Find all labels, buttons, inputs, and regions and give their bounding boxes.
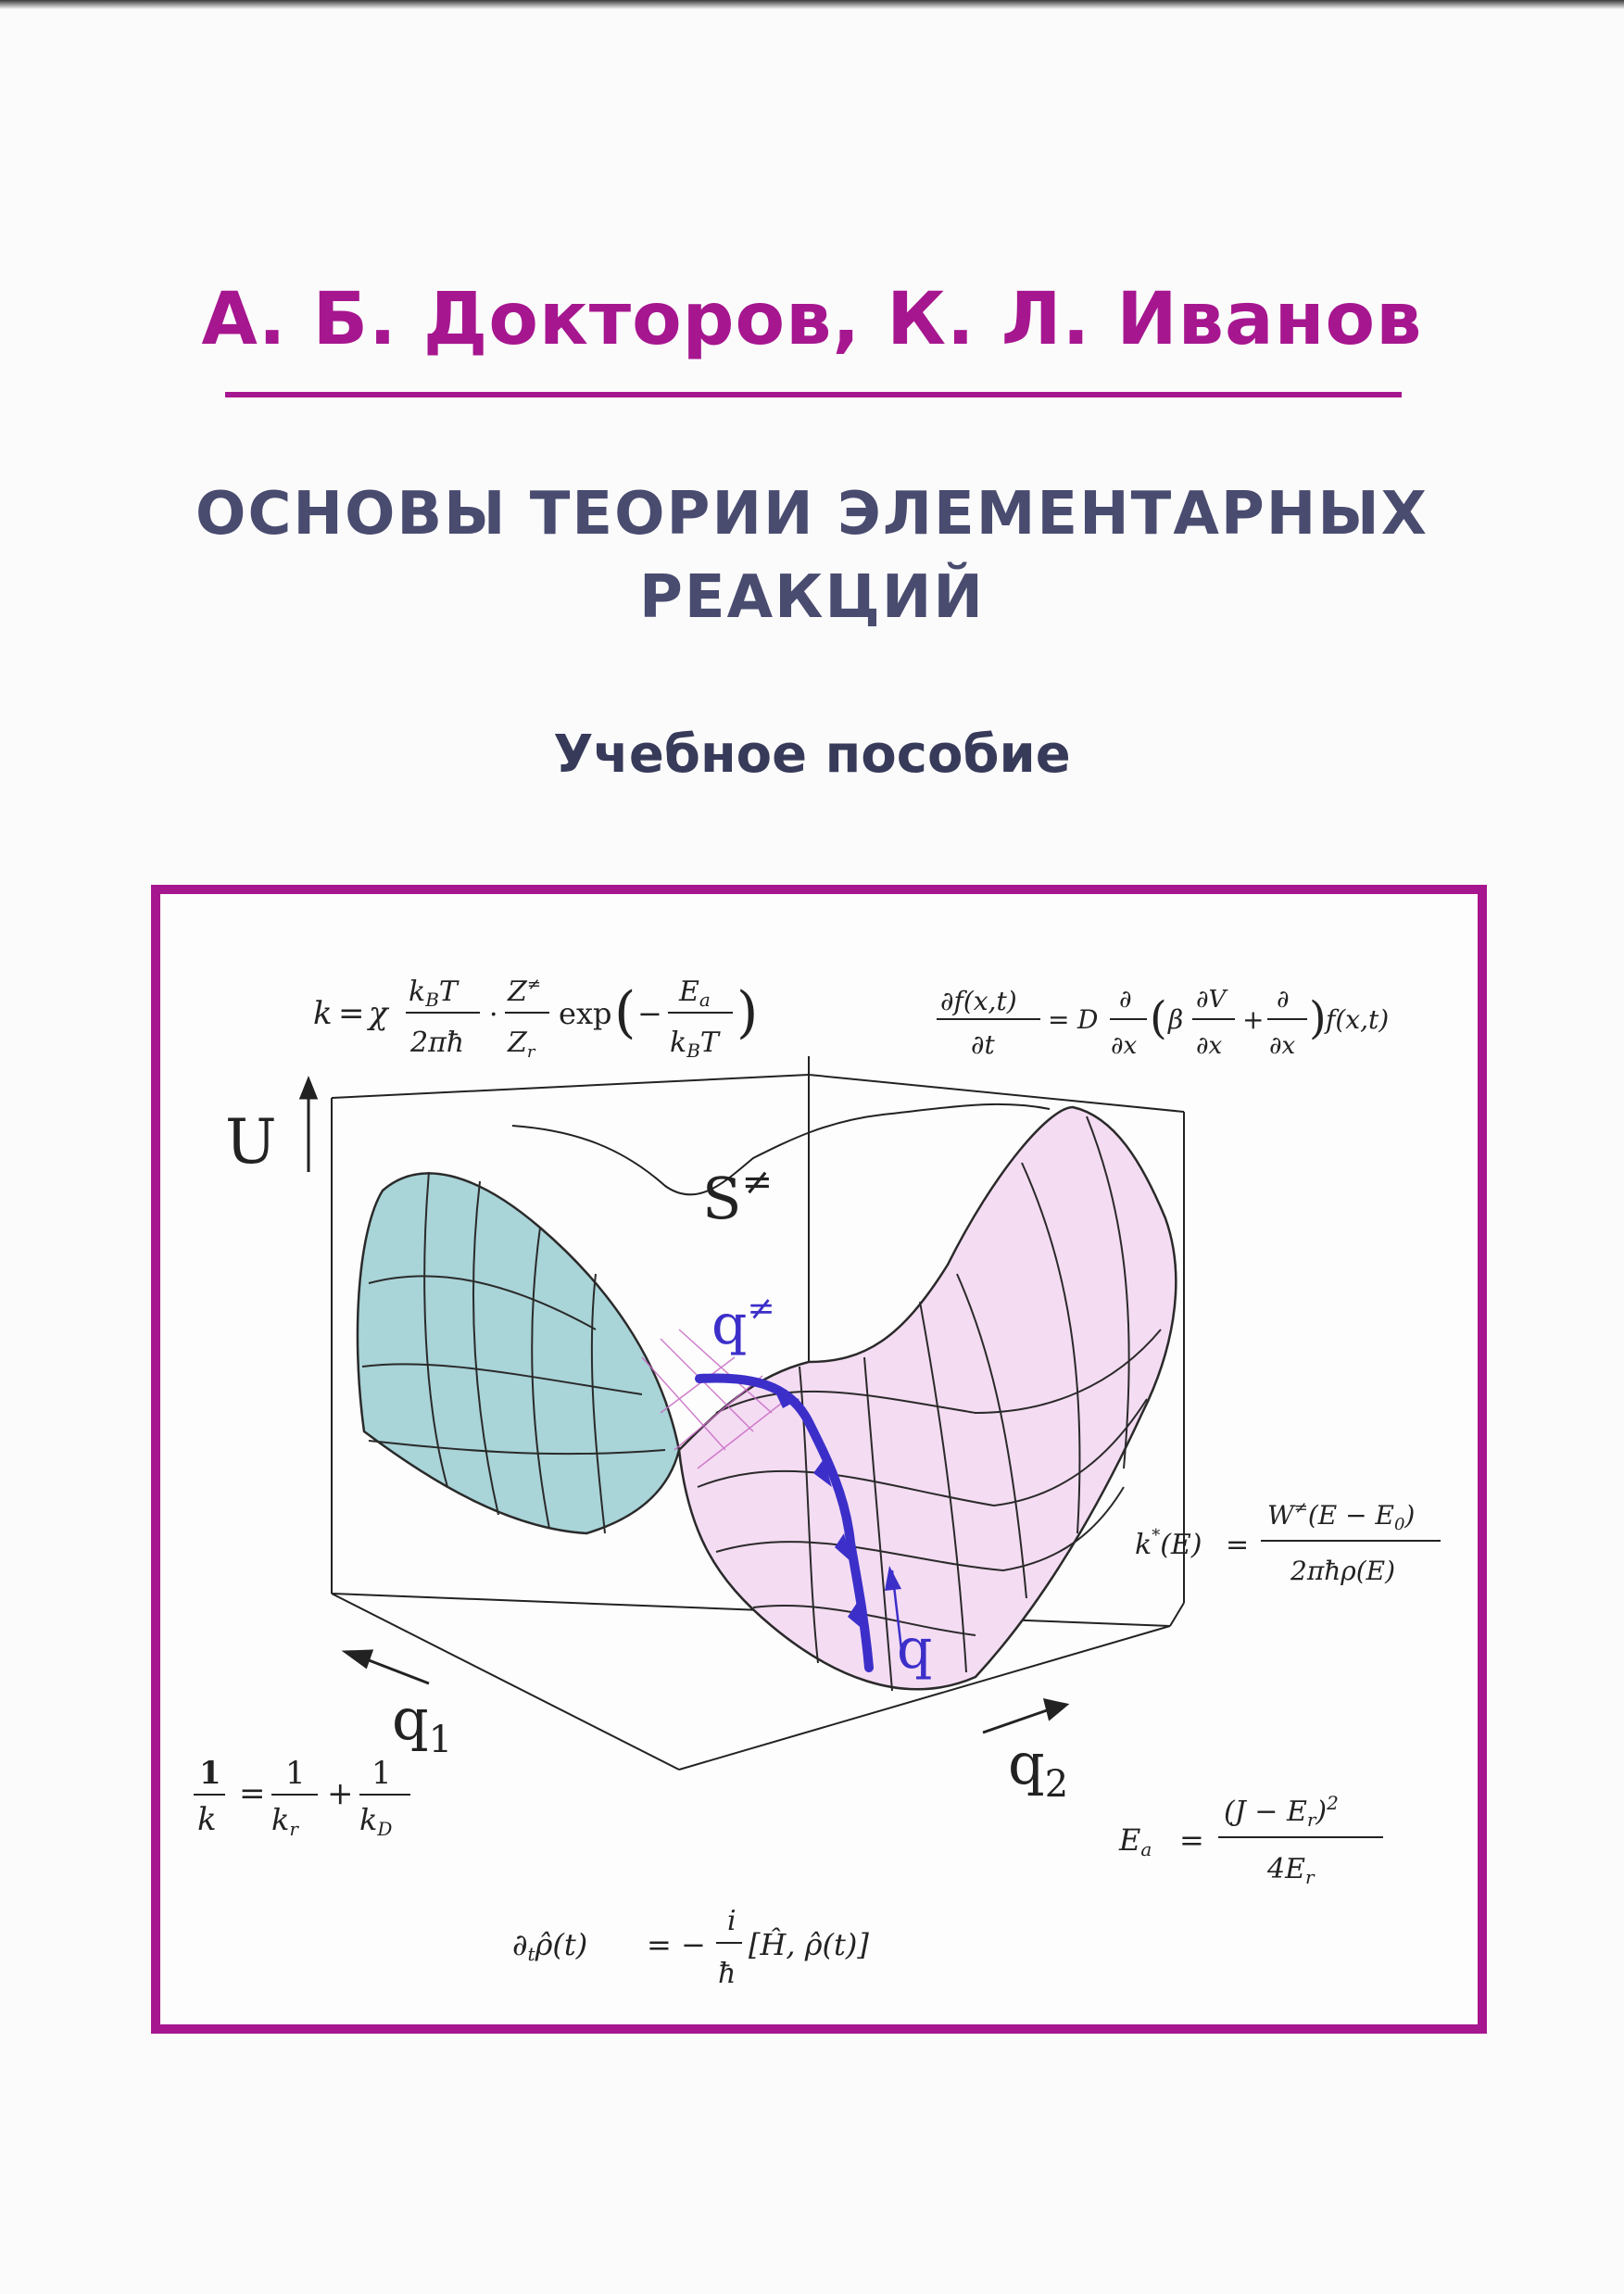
svg-text:+: + [1242,1004,1265,1035]
authors: А. Б. Докторов, К. Л. Иванов [201,278,1423,361]
label-dividing-surface: S≠ [702,1161,773,1232]
svg-text:−: − [637,996,662,1031]
svg-text:=: = [1179,1822,1204,1858]
svg-text:Ea: Ea [1119,1822,1152,1860]
svg-text:kD: kD [359,1802,393,1840]
formula-diffusion [937,986,1389,1060]
svg-text:∂: ∂ [1119,986,1132,1014]
svg-text:= −: = − [647,1927,706,1962]
svg-text:β: β [1168,1004,1184,1035]
formula-activation-energy [1118,1792,1383,1888]
svg-text:k: k [197,1801,217,1838]
svg-text:∂V: ∂V [1196,986,1227,1014]
svg-text:(: ( [614,980,636,1045]
label-transition-state: q≠ [711,1290,775,1357]
svg-text:2πħ: 2πħ [410,1027,465,1059]
svg-text:(J − Er)2: $(J - E_r)^2$ [1224,1792,1339,1831]
svg-text:k*(E): k*(E) [1135,1526,1202,1561]
axis-label-q1: $q_1$ [392,1685,453,1761]
svg-text:∂t: ∂t [971,1029,995,1060]
top-edge-shadow [0,0,1624,9]
svg-text:1: 1 [199,1755,221,1792]
svg-text:∂f(x,t): ∂f(x,t) [940,986,1017,1016]
svg-text:[Ĥ, ρ̂(t)]: [Ĥ, ρ̂(t)] [749,1927,869,1962]
svg-text:W≠(E − E0): $W^\ne(E - E_0)$ [1267,1498,1416,1534]
book-subtitle: Учебное пособие [553,725,1071,785]
svg-text:4Er: $4E_r$ [1267,1853,1315,1888]
svg-text:∂x: ∂x [1196,1032,1223,1060]
svg-text:=: = [239,1775,266,1812]
formula-rate-sum [194,1755,410,1840]
svg-text:i: i [727,1905,736,1937]
svg-text:1: 1 [285,1755,306,1792]
svg-text:1: 1 [371,1755,392,1792]
svg-text:k: k [313,995,333,1032]
svg-text:=: = [1048,1004,1070,1035]
svg-text:=: = [338,995,365,1032]
svg-text:exp: exp [559,996,612,1031]
axis-label-q2: $q_2$ [1008,1730,1069,1806]
formula-microcanonical-rate [1135,1498,1441,1586]
book-title-line-2: РЕАКЦИЙ [639,563,985,632]
svg-text:Zr: $Z_r$ [508,1027,535,1062]
book-title [0,473,1624,639]
svg-text:∂x: ∂x [1269,1032,1296,1060]
formula-von-neumann [512,1905,869,1990]
svg-text:2πħρ(E): 2πħρ(E) [1290,1556,1395,1586]
svg-text:∂x: ∂x [1111,1032,1138,1060]
svg-text:Ea: $E_a$ [679,976,711,1011]
surface-left-wing [358,1172,679,1533]
svg-text:∂tρ̂(t): ∂tρ̂(t) [512,1927,588,1965]
axis-label-u: U [225,1106,277,1178]
svg-text:): ) [1309,992,1327,1044]
svg-text:Z≠: Z≠ [508,975,541,1008]
svg-text:∂: ∂ [1277,986,1290,1014]
cover-illustration-frame [151,885,1487,2034]
svg-text:kBT: $k_BT$ [409,976,458,1011]
title-divider [225,392,1402,397]
book-title-line-1: ОСНОВЫ ТЕОРИИ ЭЛЕМЕНТАРНЫХ [195,480,1429,548]
svg-text:kBT: $k_BT$ [670,1027,719,1062]
svg-text:(: ( [1150,992,1167,1044]
svg-text:+: + [327,1775,354,1812]
svg-text:kr: kr [271,1802,298,1840]
svg-text:f(x,t): f(x,t) [1326,1004,1390,1035]
svg-text:=: = [1226,1529,1250,1561]
svg-text:·: · [489,999,498,1031]
potential-surface-figure [160,894,1478,2024]
svg-text:): ) [736,980,759,1045]
svg-text:D: D [1077,1004,1099,1035]
label-reaction-coordinate: q [897,1617,933,1682]
svg-text:χ: χ [369,995,388,1032]
dividing-surface-curve [512,1104,1050,1195]
svg-text:ħ: ħ [718,1958,736,1990]
formula-rate-constant [313,975,758,1062]
